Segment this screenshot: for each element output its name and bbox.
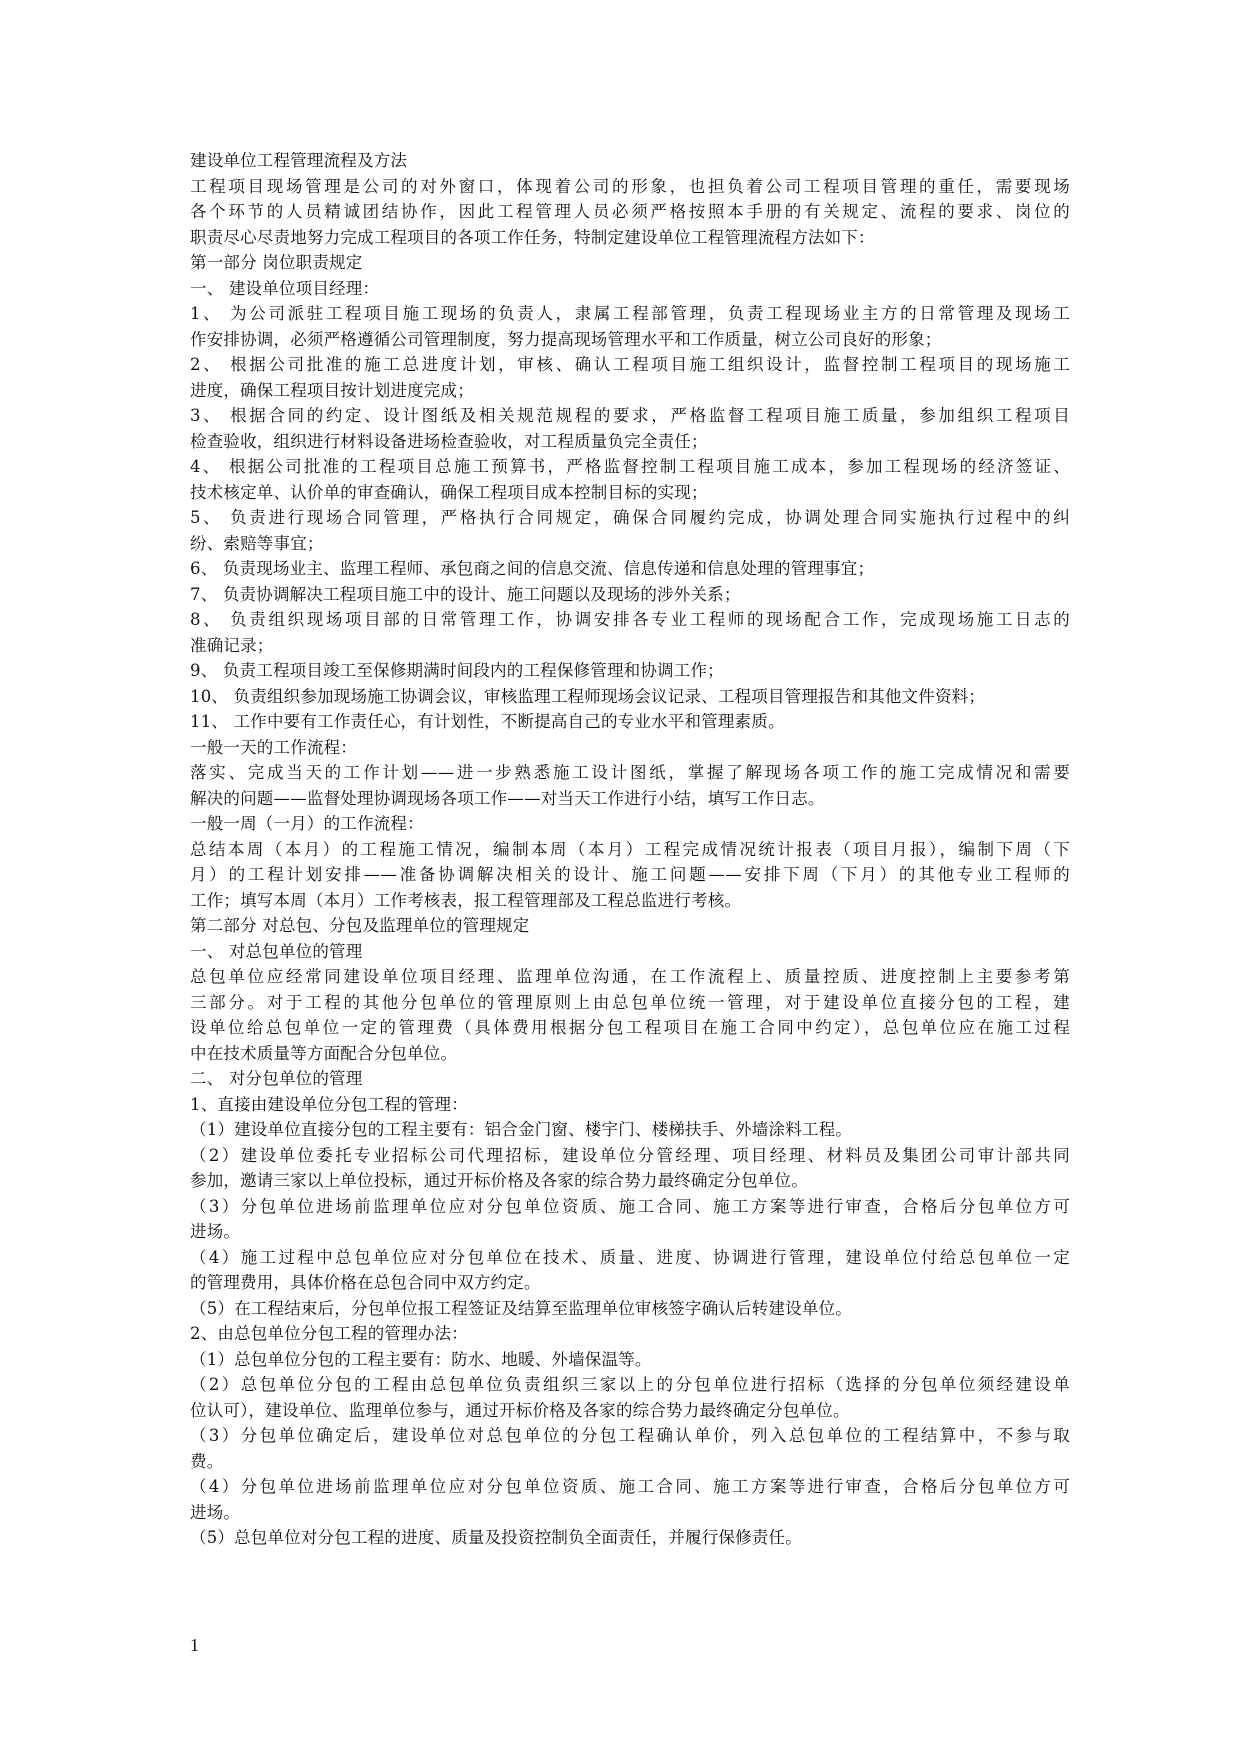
text-line: （3）分包单位确定后，建设单位对总包单位的分包工程确认单价，列入总包单位的工程结算中，不参与取: [190, 1426, 1070, 1445]
text-line: （1）建设单位直接分包的工程主要有：铝合金门窗、楼宇门、楼梯扶手、外墙涂料工程。: [190, 1120, 852, 1139]
text-line: 6、 负责现场业主、监理工程师、承包商之间的信息交流、信息传递和信息处理的管理事宜；: [190, 559, 875, 578]
text-line: 进场。: [190, 1502, 241, 1522]
text-line: 工程项目现场管理是公司的对外窗口，体现着公司的形象，也担负着公司工程项目管理的重任，需要现场: [190, 176, 1070, 196]
text-line: 进场。: [190, 1222, 241, 1241]
text-line: 职责尽心尽责地努力完成工程项目的各项工作任务，特制定建设单位工程管理流程方法如下：: [190, 227, 875, 247]
text-line: 检查验收，组织进行材料设备进场检查验收，对工程质量负完全责任；: [190, 431, 708, 451]
text-line: 解决的问题——监督处理协调现场各项工作——对当天工作进行小结，填写工作日志。: [190, 788, 825, 808]
text-line: 第一部分 岗位职责规定: [190, 253, 363, 272]
page-number: 1: [190, 1635, 199, 1655]
text-line: 总包单位应经常同建设单位项目经理、监理单位沟通，在工作流程上、质量控质、进度控制上主要参考第: [190, 967, 1070, 986]
text-line: 建设单位工程管理流程及方法: [190, 151, 408, 170]
text-line: 一、 对总包单位的管理: [190, 941, 363, 961]
text-line: 2、由总包单位分包工程的管理办法：: [190, 1324, 468, 1343]
text-line: （3）分包单位进场前监理单位应对分包单位资质、施工合同、施工方案等进行审查，合格后分包单位方可: [190, 1196, 1070, 1216]
text-line: 三部分。对于工程的其他分包单位的管理原则上由总包单位统一管理，对于建设单位直接分包的工程，建: [190, 992, 1070, 1012]
text-line: （2）总包单位分包的工程由总包单位负责组织三家以上的分包单位进行招标（选择的分包单位须经建设单: [190, 1375, 1070, 1394]
text-line: 位认可），建设单位、监理单位参与，通过开标价格及各家的综合势力最终确定分包单位。: [190, 1400, 850, 1420]
text-line: 1、直接由建设单位分包工程的管理：: [190, 1094, 468, 1114]
text-line: 第二部分 对总包、分包及监理单位的管理规定: [190, 916, 530, 935]
text-line: 二、 对分包单位的管理: [190, 1069, 363, 1088]
text-line: 一般一天的工作流程：: [190, 737, 357, 757]
text-line: 作安排协调，必须严格遵循公司管理制度，努力提高现场管理水平和工作质量，树立公司良好的形象；: [190, 329, 942, 349]
text-line: 设单位给总包单位一定的管理费（具体费用根据分包工程项目在施工合同中约定），总包单位应在施工过程: [190, 1018, 1070, 1037]
text-line: 中在技术质量等方面配合分包单位。: [190, 1043, 458, 1063]
text-line: （5）总包单位对分包工程的进度、质量及投资控制负全面责任，并履行保修责任。: [190, 1528, 802, 1547]
text-line: 各个环节的人员精诚团结协作，因此工程管理人员必须严格按照本手册的有关规定、流程的要求、岗位的: [190, 202, 1070, 221]
text-line: 进度，确保工程项目按计划进度完成；: [190, 380, 474, 400]
text-line: 月）的工程计划安排——准备协调解决相关的设计、施工问题——安排下周（下月）的其他专业工程师的: [190, 865, 1070, 884]
text-line: 的管理费用，具体价格在总包合同中双方约定。: [190, 1273, 541, 1292]
text-line: 费。: [190, 1451, 224, 1471]
text-line: 参加，邀请三家以上单位投标，通过开标价格及各家的综合势力最终确定分包单位。: [190, 1171, 808, 1190]
text-line: 11、 工作中要有工作责任心，有计划性，不断提高自己的专业水平和管理素质。: [190, 712, 785, 731]
text-line: 4、 根据公司批准的工程项目总施工预算书，严格监督控制工程项目施工成本，参加工程现场的经济签证、: [190, 457, 1070, 476]
text-line: 10、 负责组织参加现场施工协调会议，审核监理工程师现场会议记录、工程项目管理报告和其他文件资料；: [190, 686, 986, 706]
text-line: 工作；填写本周（本月）工作考核表，报工程管理部及工程总监进行考核。: [190, 890, 742, 910]
text-line: 8、 负责组织现场项目部的日常管理工作，协调安排各专业工程师的现场配合工作，完成现场施工日志的: [190, 610, 1070, 629]
text-line: 纷、索赔等事宜；: [190, 533, 324, 553]
text-line: 准确记录；: [190, 635, 274, 655]
text-line: 一、 建设单位项目经理：: [190, 278, 380, 298]
text-line: 5、 负责进行现场合同管理，严格执行合同规定，确保合同履约完成，协调处理合同实施执行过程中的纠: [190, 508, 1070, 527]
text-line: （1）总包单位分包的工程主要有：防水、地暖、外墙保温等。: [190, 1349, 652, 1369]
text-line: 2、 根据公司批准的施工总进度计划，审核、确认工程项目施工组织设计，监督控制工程项目的现场施工: [190, 355, 1070, 374]
text-line: （2）建设单位委托专业招标公司代理招标，建设单位分管经理、项目经理、材料员及集团公司审计部共同: [190, 1145, 1070, 1165]
text-line: 一般一周（一月）的工作流程：: [190, 814, 424, 833]
text-line: 技术核定单、认价单的审查确认，确保工程项目成本控制目标的实现；: [190, 482, 708, 502]
text-line: 落实、完成当天的工作计划——进一步熟悉施工设计图纸，掌握了解现场各项工作的施工完成情况和需要: [190, 763, 1070, 782]
text-line: 1、 为公司派驻工程项目施工现场的负责人，隶属工程部管理，负责工程现场业主方的日常管理及现场工: [190, 304, 1070, 323]
text-line: 9、 负责工程项目竣工至保修期满时间段内的工程保修管理和协调工作；: [190, 661, 724, 680]
text-line: 总结本周（本月）的工程施工情况，编制本周（本月）工程完成情况统计报表（项目月报），编制下周（下: [190, 839, 1070, 859]
text-line: （5）在工程结束后，分包单位报工程签证及结算至监理单位审核签字确认后转建设单位。: [190, 1298, 852, 1318]
text-line: 3、 根据合同的约定、设计图纸及相关规范规程的要求，严格监督工程项目施工质量，参加组织工程项目: [190, 406, 1070, 425]
text-line: （4）分包单位进场前监理单位应对分包单位资质、施工合同、施工方案等进行审查，合格后分包单位方可: [190, 1477, 1070, 1496]
text-line: （4）施工过程中总包单位应对分包单位在技术、质量、进度、协调进行管理，建设单位付给总包单位一定: [190, 1247, 1070, 1267]
text-line: 7、 负责协调解决工程项目施工中的设计、施工问题以及现场的涉外关系；: [190, 584, 741, 604]
document-body: [190, 148, 1070, 1551]
